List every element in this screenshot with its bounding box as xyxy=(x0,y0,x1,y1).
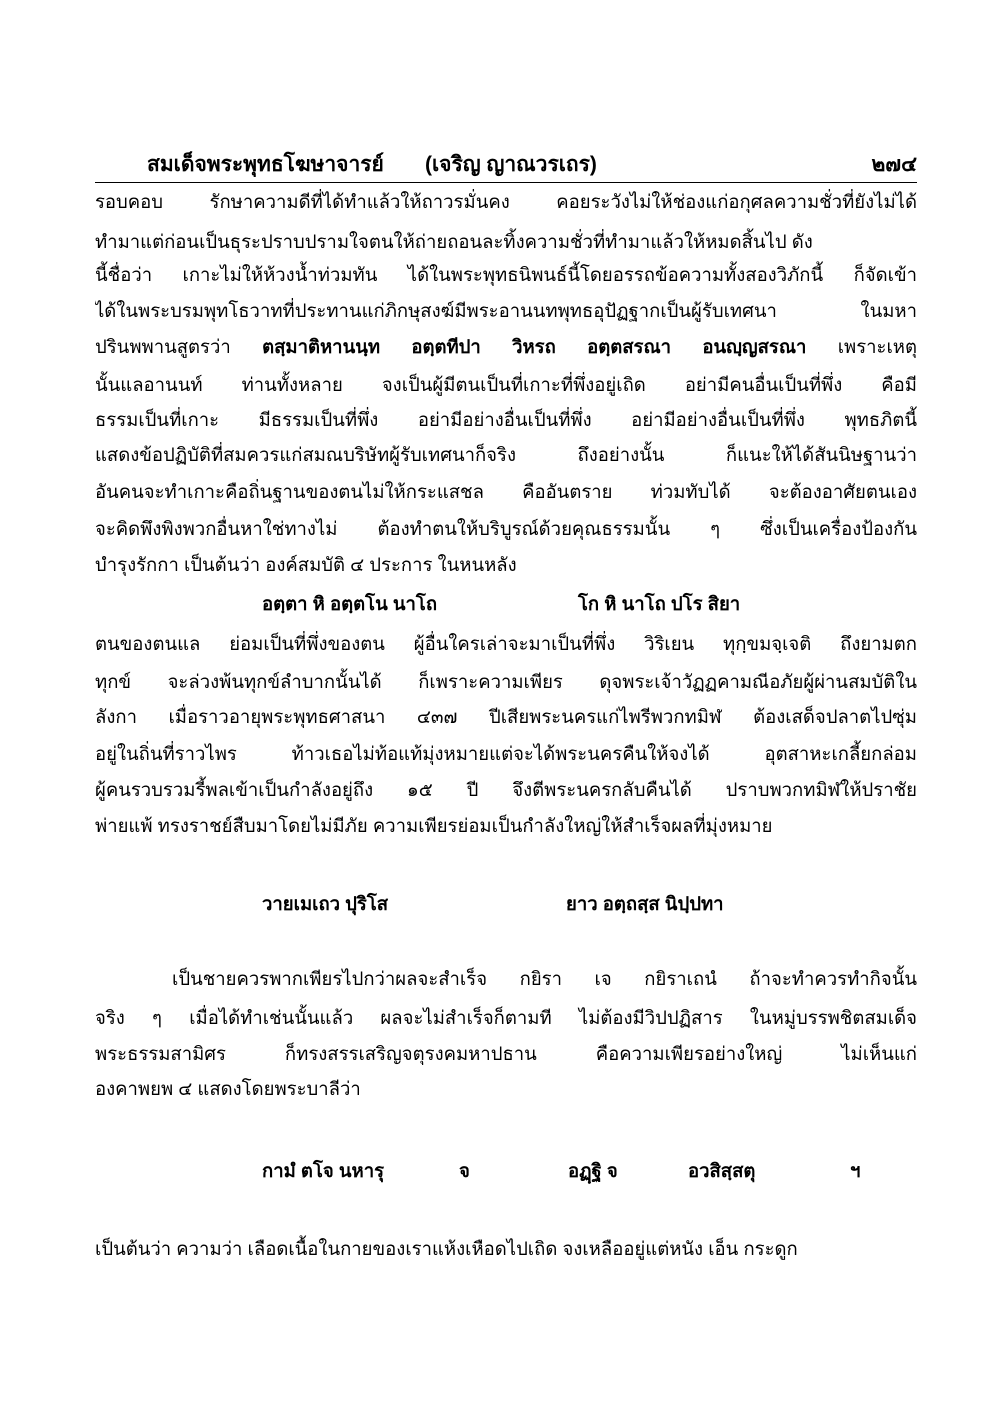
paragraph-line: รอบคอบ รักษาความดีที่ได้ทำแล้วให้ถาวรมั่นคง คอยระวังไม่ให้ช่องแก่อกุศลความชั่วที่ยังไม่ได้ xyxy=(95,191,917,212)
pali-verse-right: ยาว อตฺถสฺส นิปฺปทา xyxy=(566,893,724,914)
pali-verse-left: วายเมเถว ปุริโส xyxy=(262,893,389,914)
header-rule xyxy=(95,182,917,183)
paragraph-line: อันคนจะทำเกาะคือถิ่นฐานของตนไม่ให้กระแสชล คืออันตราย ท่วมทับได้ จะต้องอาศัยตนเอง xyxy=(95,481,917,502)
paragraph-line: ลังกา เมื่อราวอายุพระพุทธศาสนา ๔๓๗ ปีเสียพระนครแก่ไพรีพวกทมิฬ ต้องเสด็จปลาตไปซุ่ม xyxy=(95,706,917,727)
paragraph-line: นั้นแลอานนท์ ท่านทั้งหลาย จงเป็นผู้มีตนเป็นที่เกาะที่พึ่งอยู่เถิด อย่ามีคนอื่นเป็นที่พึ่ง คือมี xyxy=(95,374,917,395)
paragraph-line: อยู่ในถิ่นที่ราวไพร ท้าวเธอไม่ท้อแท้มุ่งหมายแต่จะได้พระนครคืนให้จงได้ อุตสาหะเกลี้ยกล่อม xyxy=(95,743,917,764)
paragraph-line: ได้ในพระบรมพุทโธวาทที่ประทานแก่ภิกษุสงฆ์มีพระอานนทพุทธอุปัฏฐากเป็นผู้รับเทศนา ในมหา xyxy=(95,300,917,321)
pali-verse-part: อฏฺฐิ จ xyxy=(568,1160,618,1181)
paragraph-line-with-pali xyxy=(95,331,917,363)
header-title: สมเด็จพระพุทธโฆษาจารย์ xyxy=(147,153,384,176)
paragraph-line: ทุกข์ จะล่วงพ้นทุกข์ลำบากนั้นได้ ก็เพราะความเพียร ดุจพระเจ้าวัฏฏคามณีอภัยผู้ผ่านสมบัติใน xyxy=(95,671,917,692)
pali-quote: ตสฺมาติหานนฺท อตฺตทีปา วิหรถ อตฺตสรณา อนญฺญสรณา xyxy=(262,336,807,357)
pali-verse-part: ฯ xyxy=(850,1160,861,1181)
paragraph-line: นี้ชื่อว่า เกาะไม่ให้ห้วงน้ำท่วมทัน ได้ในพระพุทธนิพนธ์นี้โดยอรรถข้อความทั้งสองวิภักนี้ ก็จัดเข้า xyxy=(95,264,917,285)
paragraph-line: จริง ๆ เมื่อได้ทำเช่นนั้นแล้ว ผลจะไม่สำเร็จก็ตามที ไม่ต้องมีวิปปฏิสาร ในหมู่บรรพชิตสมเด็จ xyxy=(95,1007,917,1028)
paragraph-line: ทำมาแต่ก่อนเป็นธุระปราบปรามใจตนให้ถ่ายถอนละทิ้งความชั่วที่ทำมาแล้วให้หมดสิ้นไป ดัง xyxy=(95,231,813,252)
paragraph-line: แสดงข้อปฏิบัติที่สมควรแก่สมณบริษัทผู้รับเทศนาก็จริง ถึงอย่างนั้น ก็แนะให้ได้สันนิษฐานว่า xyxy=(95,444,917,465)
running-header xyxy=(95,150,917,180)
page-number: ๒๗๔ xyxy=(871,153,917,176)
paragraph-line: บำรุงรักกา เป็นต้นว่า องค์สมบัติ ๔ ประการ ในหนหลัง xyxy=(95,554,517,575)
paragraph-line: องคาพยพ ๔ แสดงโดยพระบาลีว่า xyxy=(95,1078,361,1099)
pali-verse-part: อวสิสฺสตุ xyxy=(688,1160,756,1181)
paragraph-line: ตนของตนแล ย่อมเป็นที่พึ่งของตน ผู้อื่นใครเล่าจะมาเป็นที่พึ่ง วิริเยน ทุกฺขมจฺเจติ ถึงยามตก xyxy=(95,633,917,654)
line-text: ปรินพพานสูตรว่า xyxy=(95,336,231,357)
header-subtitle: (เจริญ ญาณวรเถร) xyxy=(425,153,597,176)
paragraph-line: เป็นชายควรพากเพียรไปกว่าผลจะสำเร็จ กยิรา เจ กยิราเถนํ ถ้าจะทำควรทำกิจนั้น xyxy=(172,968,917,989)
paragraph-line: จะคิดพึงพิงพวกอื่นหาใช่ทางไม่ ต้องทำตนให้บริบูรณ์ด้วยคุณธรรมนั้น ๆ ซึ่งเป็นเครื่องป้องกัน xyxy=(95,518,917,539)
paragraph-line: ผู้คนรวบรวมรี้พลเข้าเป็นกำลังอยู่ถึง ๑๕ ปี จึงตีพระนครกลับคืนได้ ปราบพวกทมิฬให้ปราชัย xyxy=(95,779,917,800)
paragraph-line: เป็นต้นว่า ความว่า เลือดเนื้อในกายของเราแห้งเหือดไปเถิด จงเหลืออยู่แต่หนัง เอ็น กระดูก xyxy=(95,1238,798,1259)
pali-verse-part: จ xyxy=(459,1160,470,1181)
pali-verse-right: โก หิ นาโถ ปโร สิยา xyxy=(578,593,741,614)
line-text: เพราะเหตุ xyxy=(837,336,917,357)
pali-verse-left: อตฺตา หิ อตฺตโน นาโถ xyxy=(262,593,438,614)
paragraph-line: พระธรรมสามิศร ก็ทรงสรรเสริญจตุรงคมหาปธาน คือความเพียรอย่างใหญ่ ไม่เห็นแก่ xyxy=(95,1043,917,1064)
paragraph-line: ธรรมเป็นที่เกาะ มีธรรมเป็นที่พึ่ง อย่ามีอย่างอื่นเป็นที่พึ่ง อย่ามีอย่างอื่นเป็นที่พึ่ง พุทธภิตนี้ xyxy=(95,409,917,430)
pali-verse-part: กามํ ตโจ นหารุ xyxy=(262,1160,385,1181)
paragraph-line: พ่ายแพ้ ทรงราชย์สืบมาโดยไม่มีภัย ความเพียรย่อมเป็นกำลังใหญ่ให้สำเร็จผลที่มุ่งหมาย xyxy=(95,815,773,836)
